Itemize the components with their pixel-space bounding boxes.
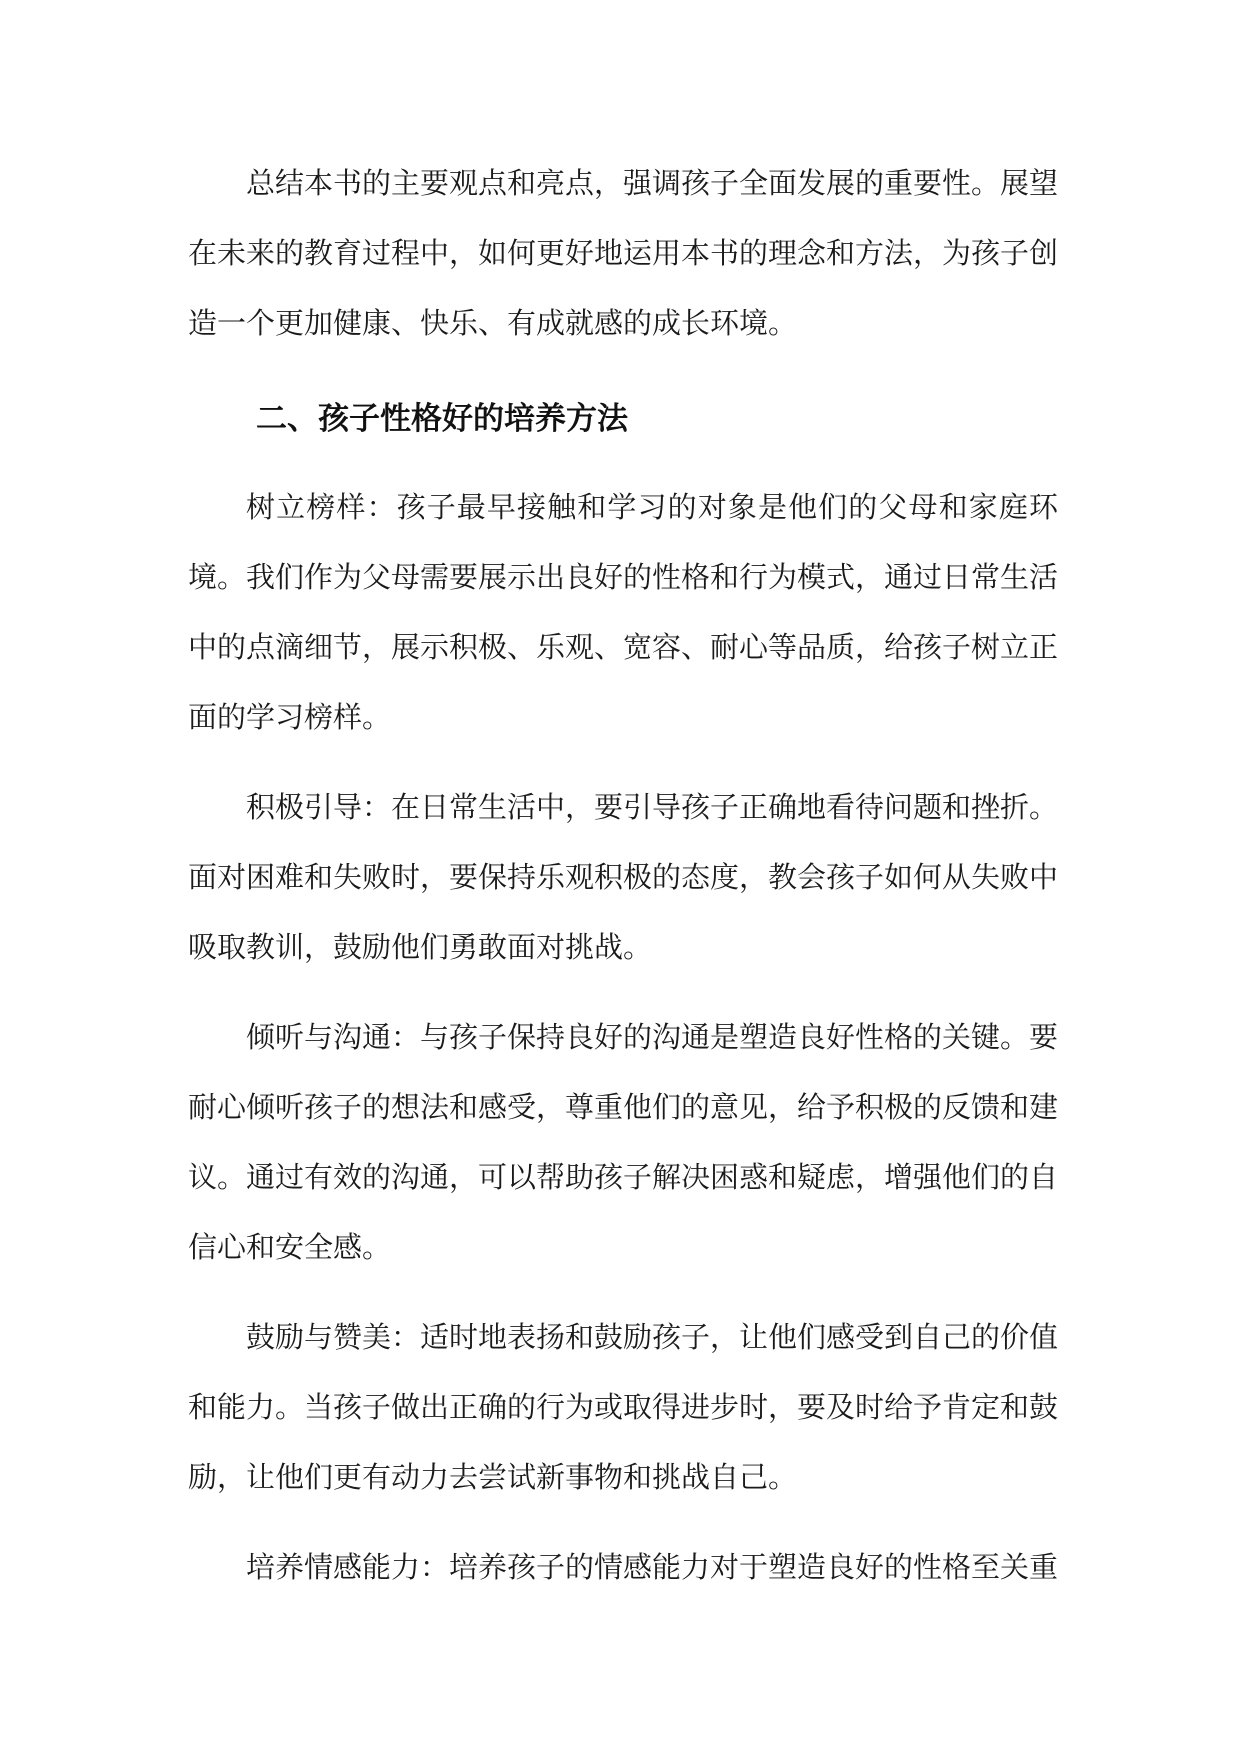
page-content <box>188 148 1058 1622</box>
intro-paragraph: 总结本书的主要观点和亮点，强调孩子全面发展的重要性。展望在未来的教育过程中，如何更好地运用本书的理念和方法，为孩子创造一个更加健康、快乐、有成就感的成长环境。 <box>188 166 1059 340</box>
paragraph-listening-communication: 倾听与沟通：与孩子保持良好的沟通是塑造良好性格的关键。要耐心倾听孩子的想法和感受，尊重他们的意见，给予积极的反馈和建议。通过有效的沟通，可以帮助孩子解决困惑和疑虑，增强他们的自信心和安全感。 <box>188 1020 1059 1264</box>
section-heading: 二、孩子性格好的培养方法 <box>256 401 628 437</box>
paragraph-emotional-ability: 培养情感能力：培养孩子的情感能力对于塑造良好的性格至关重 <box>246 1550 1059 1584</box>
paragraph-positive-guidance: 积极引导：在日常生活中，要引导孩子正确地看待问题和挫折。面对困难和失败时，要保持乐观积极的态度，教会孩子如何从失败中吸取教训，鼓励他们勇敢面对挑战。 <box>188 790 1059 964</box>
paragraph-role-model: 树立榜样：孩子最早接触和学习的对象是他们的父母和家庭环境。我们作为父母需要展示出良好的性格和行为模式，通过日常生活中的点滴细节，展示积极、乐观、宽容、耐心等品质，给孩子树立正面的学习榜样。 <box>188 490 1059 734</box>
paragraph-encouragement-praise: 鼓励与赞美：适时地表扬和鼓励孩子，让他们感受到自己的价值和能力。当孩子做出正确的行为或取得进步时，要及时给予肯定和鼓励，让他们更有动力去尝试新事物和挑战自己。 <box>188 1320 1059 1494</box>
